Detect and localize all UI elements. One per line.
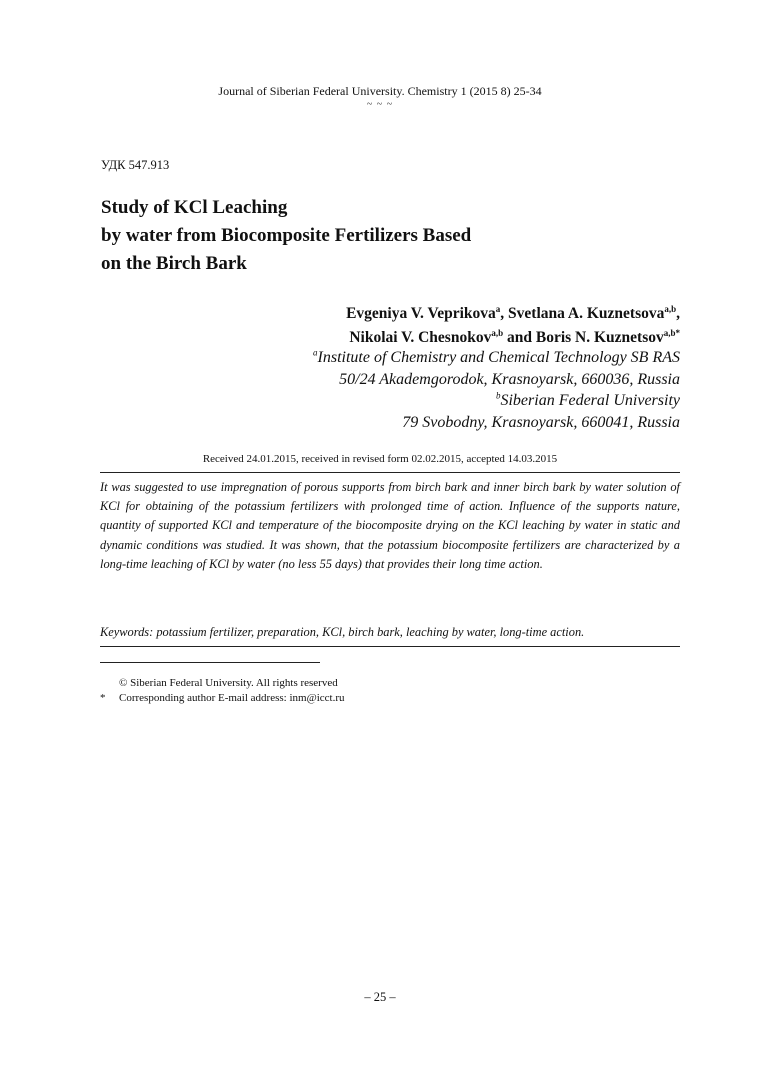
author-name: Nikolai V. Chesnokov (349, 329, 492, 346)
journal-header: Journal of Siberian Federal University. Chemistry 1 (2015 8) 25-34 (218, 84, 542, 98)
udk-code: УДК 547.913 (101, 158, 170, 172)
affiliation-line (313, 412, 680, 434)
affiliation-text: Siberian Federal University (500, 392, 680, 409)
keywords: Keywords: potassium fertilizer, preparation, KCl, birch bark, leaching by water, long-time action. (100, 625, 585, 639)
author-name: Svetlana A. Kuznetsova (508, 305, 665, 322)
author-line-1 (346, 302, 680, 326)
author-separator: and (503, 329, 536, 346)
corresponding-footnote (100, 692, 345, 704)
header-separator: ~ ~ ~ (366, 99, 394, 110)
affiliation-text: 50/24 Akademgorodok, Krasnoyarsk, 660036, Russia (339, 370, 680, 388)
footnote-mark: * (100, 692, 106, 704)
author-name: Evgeniya V. Veprikova (346, 305, 496, 322)
affiliation-line (313, 347, 680, 369)
author-separator: , (676, 305, 680, 322)
author-affiliation-mark: a,b* (663, 327, 680, 338)
affiliation-mark: a (313, 347, 318, 358)
affiliation-mark: b (495, 390, 501, 401)
affiliation-text: Institute of Chemistry and Chemical Technology SB RAS (317, 349, 680, 366)
article-title (101, 194, 471, 278)
author-affiliation-mark: a,b (664, 303, 677, 314)
author-list (346, 302, 680, 350)
author-separator: , (500, 305, 509, 322)
abstract: It was suggested to use impregnation of porous supports from birch bark and inner birch bark by water solution of KCl for obtaining of the potassium fertilizers with prolonged time of action. Influence of the supports nature, quantity of supported KCl and temperature of the biocomposite drying on the KCl leaching by water in static and dynamic conditions was studied. It was shown, that the potassium biocomposite fertilizers are characterized by a long-time leaching of KCl by water (no less 55 days) that provides their long time action. (100, 480, 680, 571)
title-line: Study of KCl Leaching (101, 197, 288, 218)
title-line: on the Birch Bark (101, 253, 247, 274)
affiliation-line (313, 369, 680, 391)
affiliation-text: 79 Svobodny, Krasnoyarsk, 660041, Russia (402, 413, 680, 431)
author-affiliation-mark: a,b (491, 327, 504, 338)
received-dates: Received 24.01.2015, received in revised form 02.02.2015, accepted 14.03.2015 (202, 453, 558, 465)
copyright-footnote: © Siberian Federal University. All rights reserved (119, 677, 338, 689)
abstract-bottom-rule (100, 646, 680, 647)
title-line: by water from Biocomposite Fertilizers Based (101, 225, 472, 246)
affiliations (313, 347, 680, 433)
footnote-rule (100, 662, 320, 663)
author-affiliation-mark: a (495, 303, 501, 314)
affiliation-line (313, 390, 680, 412)
abstract-top-rule (100, 472, 680, 473)
author-name: Boris N. Kuznetsov (535, 329, 664, 346)
footnote-text: Corresponding author E-mail address: inm@icct.ru (119, 692, 345, 704)
page-number: – 25 – (364, 990, 396, 1004)
